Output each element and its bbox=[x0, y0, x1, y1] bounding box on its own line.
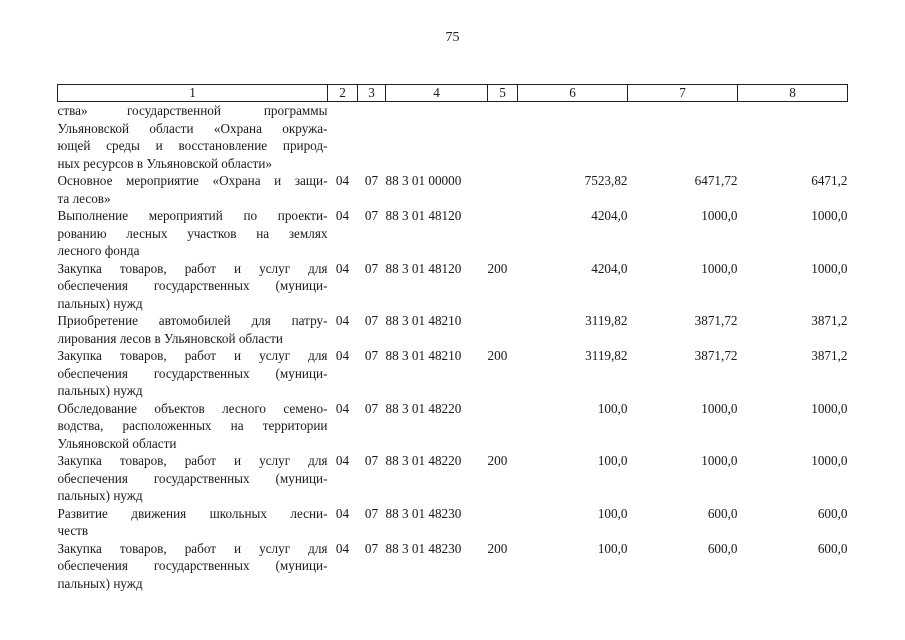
amount-col8: 1000,0 bbox=[811, 400, 848, 416]
item-name-line: пальных) нужд bbox=[57, 383, 143, 398]
amount-col8: 1000,0 bbox=[811, 208, 848, 223]
item-name bbox=[58, 347, 328, 400]
amount-col8: 3871,2 bbox=[811, 313, 848, 328]
item-name-line: ства» государственной программы bbox=[57, 103, 328, 118]
subsection-code: 07 bbox=[364, 540, 379, 556]
amount-col6: 7523,82 bbox=[584, 173, 628, 188]
item-name-line: Выполнение мероприятий по проекти- bbox=[57, 208, 328, 223]
item-name-line: пальных) нужд bbox=[57, 295, 143, 311]
amount-col6: 3119,82 bbox=[585, 348, 628, 363]
amount-col7: 3871,72 bbox=[694, 348, 738, 363]
item-name bbox=[58, 207, 328, 260]
amount-col7 bbox=[628, 102, 738, 173]
table-row bbox=[58, 207, 848, 260]
amount-col8: 1000,0 bbox=[811, 260, 848, 276]
expense-type-code bbox=[488, 207, 518, 260]
amount-col7: 600,0 bbox=[707, 540, 738, 556]
table-row bbox=[58, 102, 848, 173]
item-name-line: Основное мероприятие «Охрана и защи- bbox=[57, 173, 328, 188]
amount-col6: 4204,0 bbox=[591, 260, 628, 276]
target-article-code: 88 3 01 48120 bbox=[385, 208, 462, 223]
amount-col6: 100,0 bbox=[597, 540, 628, 556]
table-row bbox=[58, 347, 848, 400]
target-article-code bbox=[386, 102, 488, 173]
expense-type-code: 200 bbox=[487, 453, 508, 468]
chapter-code: 04 bbox=[335, 260, 350, 276]
amount-col7: 600,0 bbox=[707, 505, 738, 521]
column-header-3: 3 bbox=[358, 85, 386, 102]
target-article-code: 88 3 01 48220 bbox=[385, 453, 462, 468]
amount-col8: 1000,0 bbox=[811, 453, 848, 468]
amount-col7: 1000,0 bbox=[701, 400, 738, 416]
expense-type-code bbox=[488, 505, 518, 540]
amount-col6: 100,0 bbox=[597, 400, 628, 416]
column-header-1: 1 bbox=[58, 85, 328, 102]
table-row bbox=[58, 172, 848, 207]
amount-col7: 1000,0 bbox=[701, 260, 738, 276]
page-number: 75 bbox=[445, 30, 460, 45]
item-name-line: ных ресурсов в Ульяновской области» bbox=[57, 155, 272, 171]
subsection-code: 07 bbox=[364, 453, 379, 468]
table-row bbox=[58, 452, 848, 505]
item-name-line: ющей среды и восстановление природ- bbox=[57, 138, 328, 153]
item-name bbox=[58, 505, 328, 540]
chapter-code: 04 bbox=[335, 540, 350, 556]
table-row bbox=[58, 260, 848, 313]
item-name-line: обеспечения государственных (муници- bbox=[57, 365, 328, 381]
amount-col8: 600,0 bbox=[817, 505, 848, 521]
target-article-code: 88 3 01 00000 bbox=[385, 173, 462, 188]
amount-col7: 1000,0 bbox=[701, 453, 738, 468]
amount-col8: 3871,2 bbox=[811, 348, 848, 363]
subsection-code: 07 bbox=[364, 208, 379, 223]
target-article-code: 88 3 01 48120 bbox=[385, 260, 462, 276]
chapter-code: 04 bbox=[335, 505, 350, 521]
item-name-line: Ульяновской области «Охрана окружа- bbox=[57, 120, 328, 136]
amount-col6: 4204,0 bbox=[591, 208, 628, 223]
column-header-2: 2 bbox=[328, 85, 358, 102]
chapter-code: 04 bbox=[335, 173, 350, 188]
amount-col6: 3119,82 bbox=[585, 313, 628, 328]
expense-type-code: 200 bbox=[487, 540, 508, 556]
subsection-code: 07 bbox=[364, 505, 379, 521]
column-header-5: 5 bbox=[488, 85, 518, 102]
table-body bbox=[58, 102, 848, 593]
amount-col6: 100,0 bbox=[597, 453, 628, 468]
table-row bbox=[58, 540, 848, 593]
item-name-line: Обследование объектов лесного семено- bbox=[57, 400, 328, 416]
chapter-code: 04 bbox=[335, 400, 350, 416]
subsection-code: 07 bbox=[364, 348, 379, 363]
item-name-line: Закупка товаров, работ и услуг для bbox=[57, 540, 328, 556]
item-name-line: водства, расположенных на территории bbox=[57, 418, 328, 433]
header-row bbox=[58, 85, 848, 102]
expense-type-code bbox=[488, 400, 518, 453]
expense-type-code: 200 bbox=[487, 348, 508, 363]
column-header-8: 8 bbox=[738, 85, 848, 102]
item-name-line: Приобретение автомобилей для патру- bbox=[57, 313, 328, 328]
amount-col7: 3871,72 bbox=[694, 313, 738, 328]
item-name-line: пальных) нужд bbox=[57, 575, 143, 591]
item-name-line: обеспечения государственных (муници- bbox=[57, 558, 328, 573]
target-article-code: 88 3 01 48220 bbox=[385, 400, 462, 416]
amount-col8: 600,0 bbox=[817, 540, 848, 556]
expense-type-code: 200 bbox=[487, 260, 508, 276]
chapter-code bbox=[328, 102, 358, 173]
subsection-code: 07 bbox=[364, 173, 379, 188]
item-name-line: лесного фонда bbox=[57, 243, 140, 258]
expense-type-code bbox=[488, 102, 518, 173]
item-name bbox=[58, 400, 328, 453]
item-name bbox=[58, 312, 328, 347]
target-article-code: 88 3 01 48210 bbox=[385, 313, 462, 328]
subsection-code bbox=[358, 102, 386, 173]
amount-col8: 6471,2 bbox=[811, 173, 848, 188]
column-header-7: 7 bbox=[628, 85, 738, 102]
item-name-line: честв bbox=[57, 523, 89, 538]
chapter-code: 04 bbox=[335, 348, 350, 363]
item-name bbox=[58, 172, 328, 207]
target-article-code: 88 3 01 48210 bbox=[385, 348, 462, 363]
amount-col7: 6471,72 bbox=[694, 173, 738, 188]
chapter-code: 04 bbox=[335, 208, 350, 223]
amount-col6 bbox=[518, 102, 628, 173]
subsection-code: 07 bbox=[364, 260, 379, 276]
item-name-line: лирования лесов в Ульяновской области bbox=[57, 330, 283, 346]
item-name-line: Закупка товаров, работ и услуг для bbox=[57, 348, 328, 363]
item-name-line: обеспечения государственных (муници- bbox=[57, 278, 328, 293]
item-name bbox=[58, 452, 328, 505]
target-article-code: 88 3 01 48230 bbox=[385, 540, 462, 556]
expense-type-code bbox=[488, 172, 518, 207]
item-name-line: обеспечения государственных (муници- bbox=[57, 470, 328, 486]
item-name-line: Закупка товаров, работ и услуг для bbox=[57, 260, 328, 276]
table-row bbox=[58, 505, 848, 540]
item-name bbox=[58, 102, 328, 173]
table-row bbox=[58, 400, 848, 453]
amount-col8 bbox=[738, 102, 848, 173]
amount-col6: 100,0 bbox=[597, 505, 628, 521]
item-name-line: Ульяновской области bbox=[57, 435, 177, 451]
item-name bbox=[58, 540, 328, 593]
expense-type-code bbox=[488, 312, 518, 347]
subsection-code: 07 bbox=[364, 313, 379, 328]
item-name-line: Закупка товаров, работ и услуг для bbox=[57, 453, 328, 468]
item-name bbox=[58, 260, 328, 313]
amount-col7: 1000,0 bbox=[701, 208, 738, 223]
chapter-code: 04 bbox=[335, 313, 350, 328]
item-name-line: рованию лесных участков на землях bbox=[57, 225, 328, 241]
target-article-code: 88 3 01 48230 bbox=[385, 505, 462, 521]
subsection-code: 07 bbox=[364, 400, 379, 416]
budget-table bbox=[57, 84, 848, 592]
item-name-line: пальных) нужд bbox=[57, 488, 143, 503]
column-header-6: 6 bbox=[518, 85, 628, 102]
item-name-line: та лесов» bbox=[57, 190, 111, 206]
item-name-line: Развитие движения школьных лесни- bbox=[57, 505, 328, 521]
chapter-code: 04 bbox=[335, 453, 350, 468]
table-row bbox=[58, 312, 848, 347]
column-header-4: 4 bbox=[386, 85, 488, 102]
